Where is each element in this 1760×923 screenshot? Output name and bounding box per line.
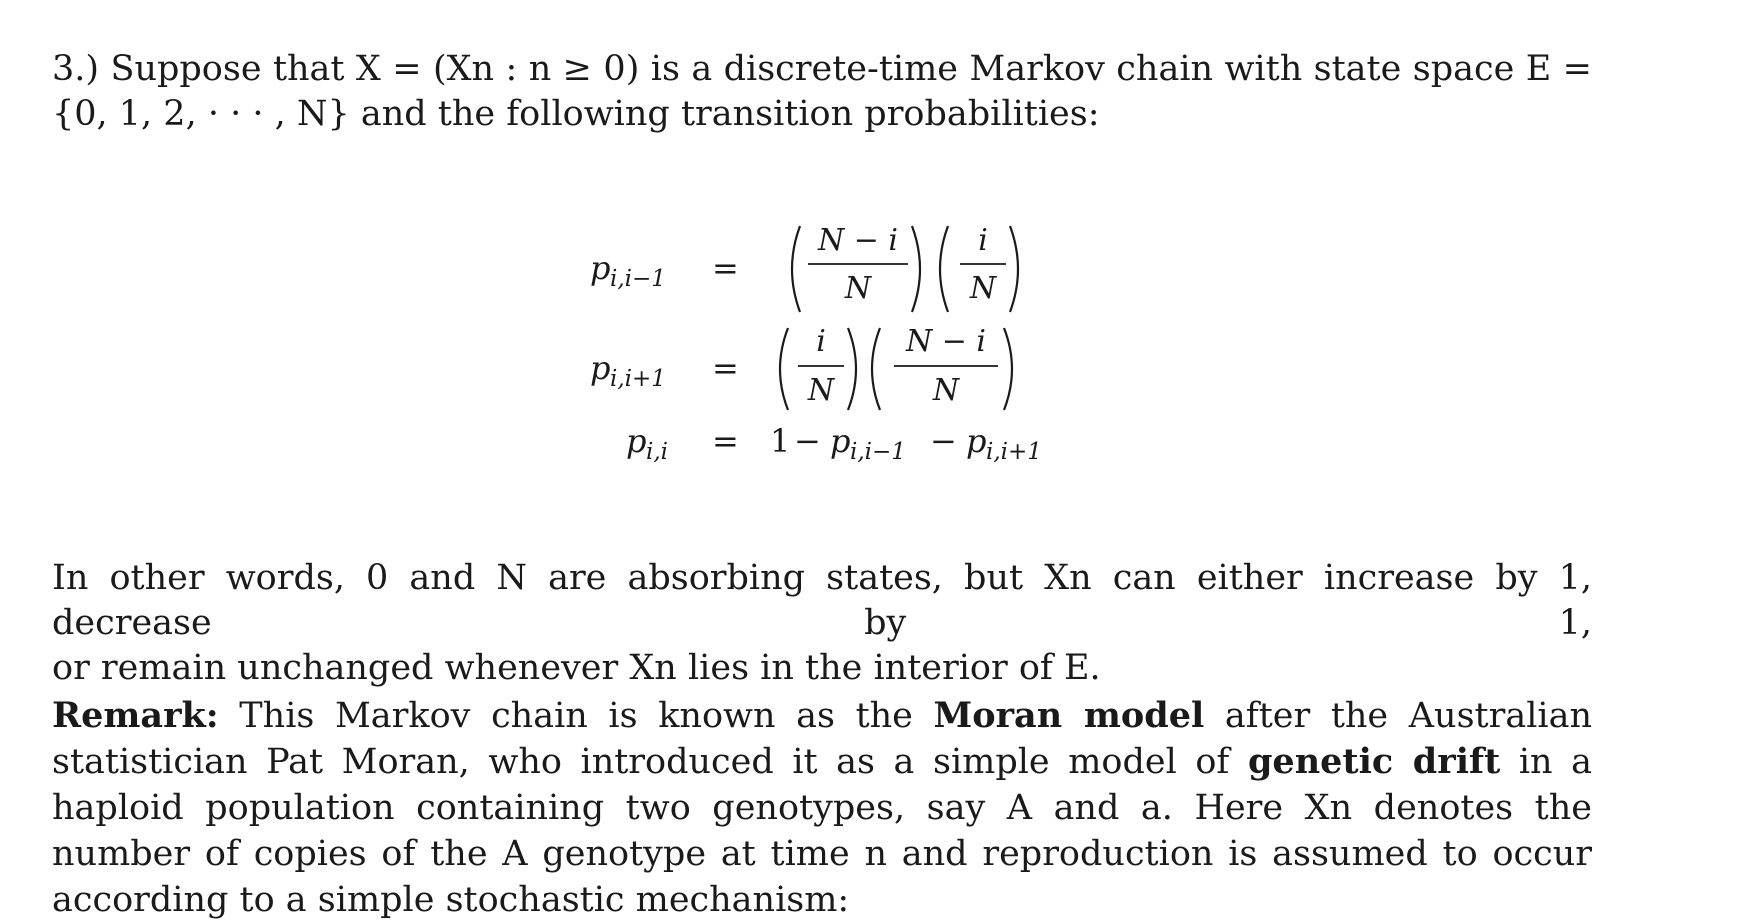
fraction-denominator: N <box>932 373 960 408</box>
lhs-p: p <box>590 349 611 387</box>
equation-row-3 <box>626 422 1042 465</box>
equals-sign: = <box>712 349 739 387</box>
remark-text: This Markov chain is known as the <box>218 696 934 736</box>
fraction-numerator: N − i <box>817 223 899 258</box>
paragraph-line-1: In other words, 0 and N are absorbing states, but Xn can either increase by 1, decrease by 1, <box>52 558 1592 643</box>
remark-label: Remark: <box>52 695 219 736</box>
paragraph-line-2: or remain unchanged whenever Xn lies in the interior of E. <box>52 648 1101 688</box>
term-p: p <box>830 422 851 460</box>
equals-sign: = <box>712 249 739 287</box>
fraction-numerator: N − i <box>905 324 987 359</box>
lhs-subscript: i,i−1 <box>610 266 666 292</box>
equation-row-1 <box>590 223 1018 312</box>
minus-sign: − <box>794 422 821 460</box>
fraction-denominator: N <box>844 271 872 306</box>
moran-model-term: Moran model <box>933 695 1205 736</box>
minus-sign: − <box>930 422 957 460</box>
intro-line-2: {0, 1, 2, · · · , N} and the following transition probabilities: <box>52 94 1100 134</box>
one: 1 <box>770 422 791 460</box>
remark-paragraph <box>52 693 1604 923</box>
term-p: p <box>966 422 987 460</box>
fraction-numerator: i <box>978 223 988 258</box>
absorbing-states-paragraph <box>52 556 1592 691</box>
fraction-denominator: N <box>969 271 997 306</box>
lhs-subscript: i,i <box>646 439 669 465</box>
lhs-p: p <box>626 422 647 460</box>
lhs-p: p <box>590 249 611 287</box>
genetic-drift-term: genetic drift <box>1247 741 1501 782</box>
lhs-subscript: i,i+1 <box>610 366 666 392</box>
fraction-numerator: i <box>816 324 826 359</box>
term-subscript: i,i−1 <box>850 439 906 465</box>
equation-row-2 <box>590 324 1012 410</box>
remark-text: after the Australian statistician Pat Moran, who introduced it as a simple model of <box>52 696 1604 782</box>
intro-line-1: 3.) Suppose that X = (Xn : n ≥ 0) is a discrete-time Markov chain with state space E = <box>52 49 1592 89</box>
term-subscript: i,i+1 <box>986 439 1042 465</box>
fraction-denominator: N <box>807 373 835 408</box>
remark-text: in a haploid population containing two genotypes, say A and a. Here Xn denotes the number of copies of the A genotype at time n and reproduction is assumed to occur according to a simple stochastic mechanism: <box>52 742 1604 920</box>
equals-sign: = <box>712 422 739 460</box>
